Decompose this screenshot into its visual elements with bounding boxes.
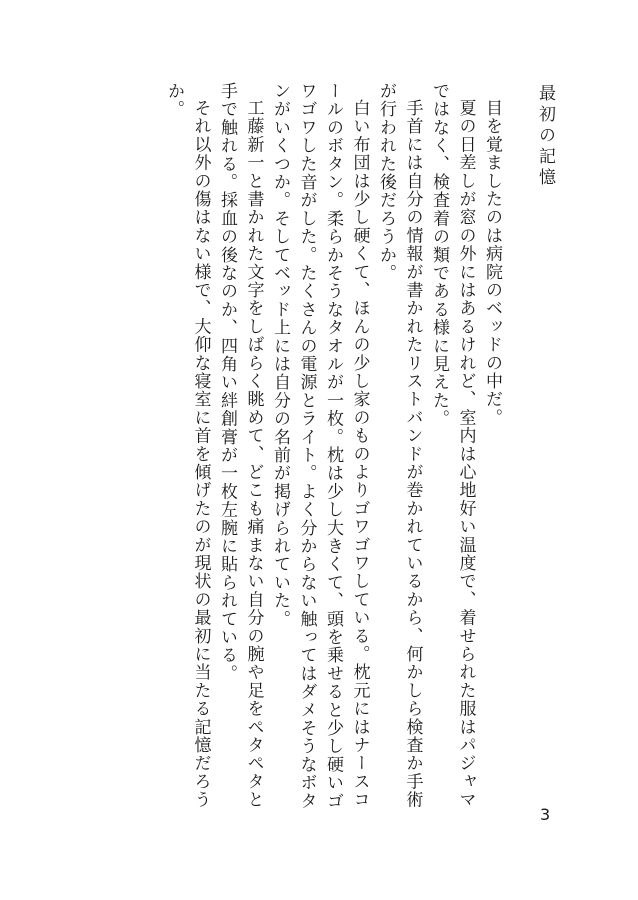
paragraph-4: 白い布団は少し硬くて、ほんの少し家のものよりゴワゴワしている。枕元にはナースコールのボタン。柔らかそうなタオルが一枚。枕は少し大きくて、頭を乗せると少し硬いゴワゴワした音がした。たくさんの電源とライト。よく分からない触ってはダメそうなボタンがいくつか。そしてベッド上には自分の名前が掲げられていた。 <box>270 82 370 810</box>
paragraph-3: 手首には自分の情報が書かれたリストバンドが巻かれているから、何かしら検査か手術が行われた後だろうか。 <box>376 82 423 809</box>
blank-line-spacer <box>505 82 532 812</box>
paragraph-6: それ以外の傷はない様で、大仰な寝室に首を傾げたのが現状の最初に当たる記憶だろうか。 <box>164 82 211 809</box>
page-number: 3 <box>540 805 551 824</box>
vertical-text-body <box>161 82 559 812</box>
chapter-title: 最初の記憶 <box>535 84 555 189</box>
paragraph-2: 夏の日差しが窓の外にはあるけれど、室内は心地好い温度で、着せられた服はパジャマではなく、検査着の類である様に見えた。 <box>429 82 476 809</box>
paragraph-1: 目を覚ましたのは病院のベッドの中だ。 <box>482 99 502 427</box>
paragraph-5: 工藤新一と書かれた文字をしばらく眺めて、どこも痛まない自分の腕や足をペタペタと手で触れる。採血の後なのか、四角い絆創膏が一枚左腕に貼られている。 <box>217 82 264 809</box>
